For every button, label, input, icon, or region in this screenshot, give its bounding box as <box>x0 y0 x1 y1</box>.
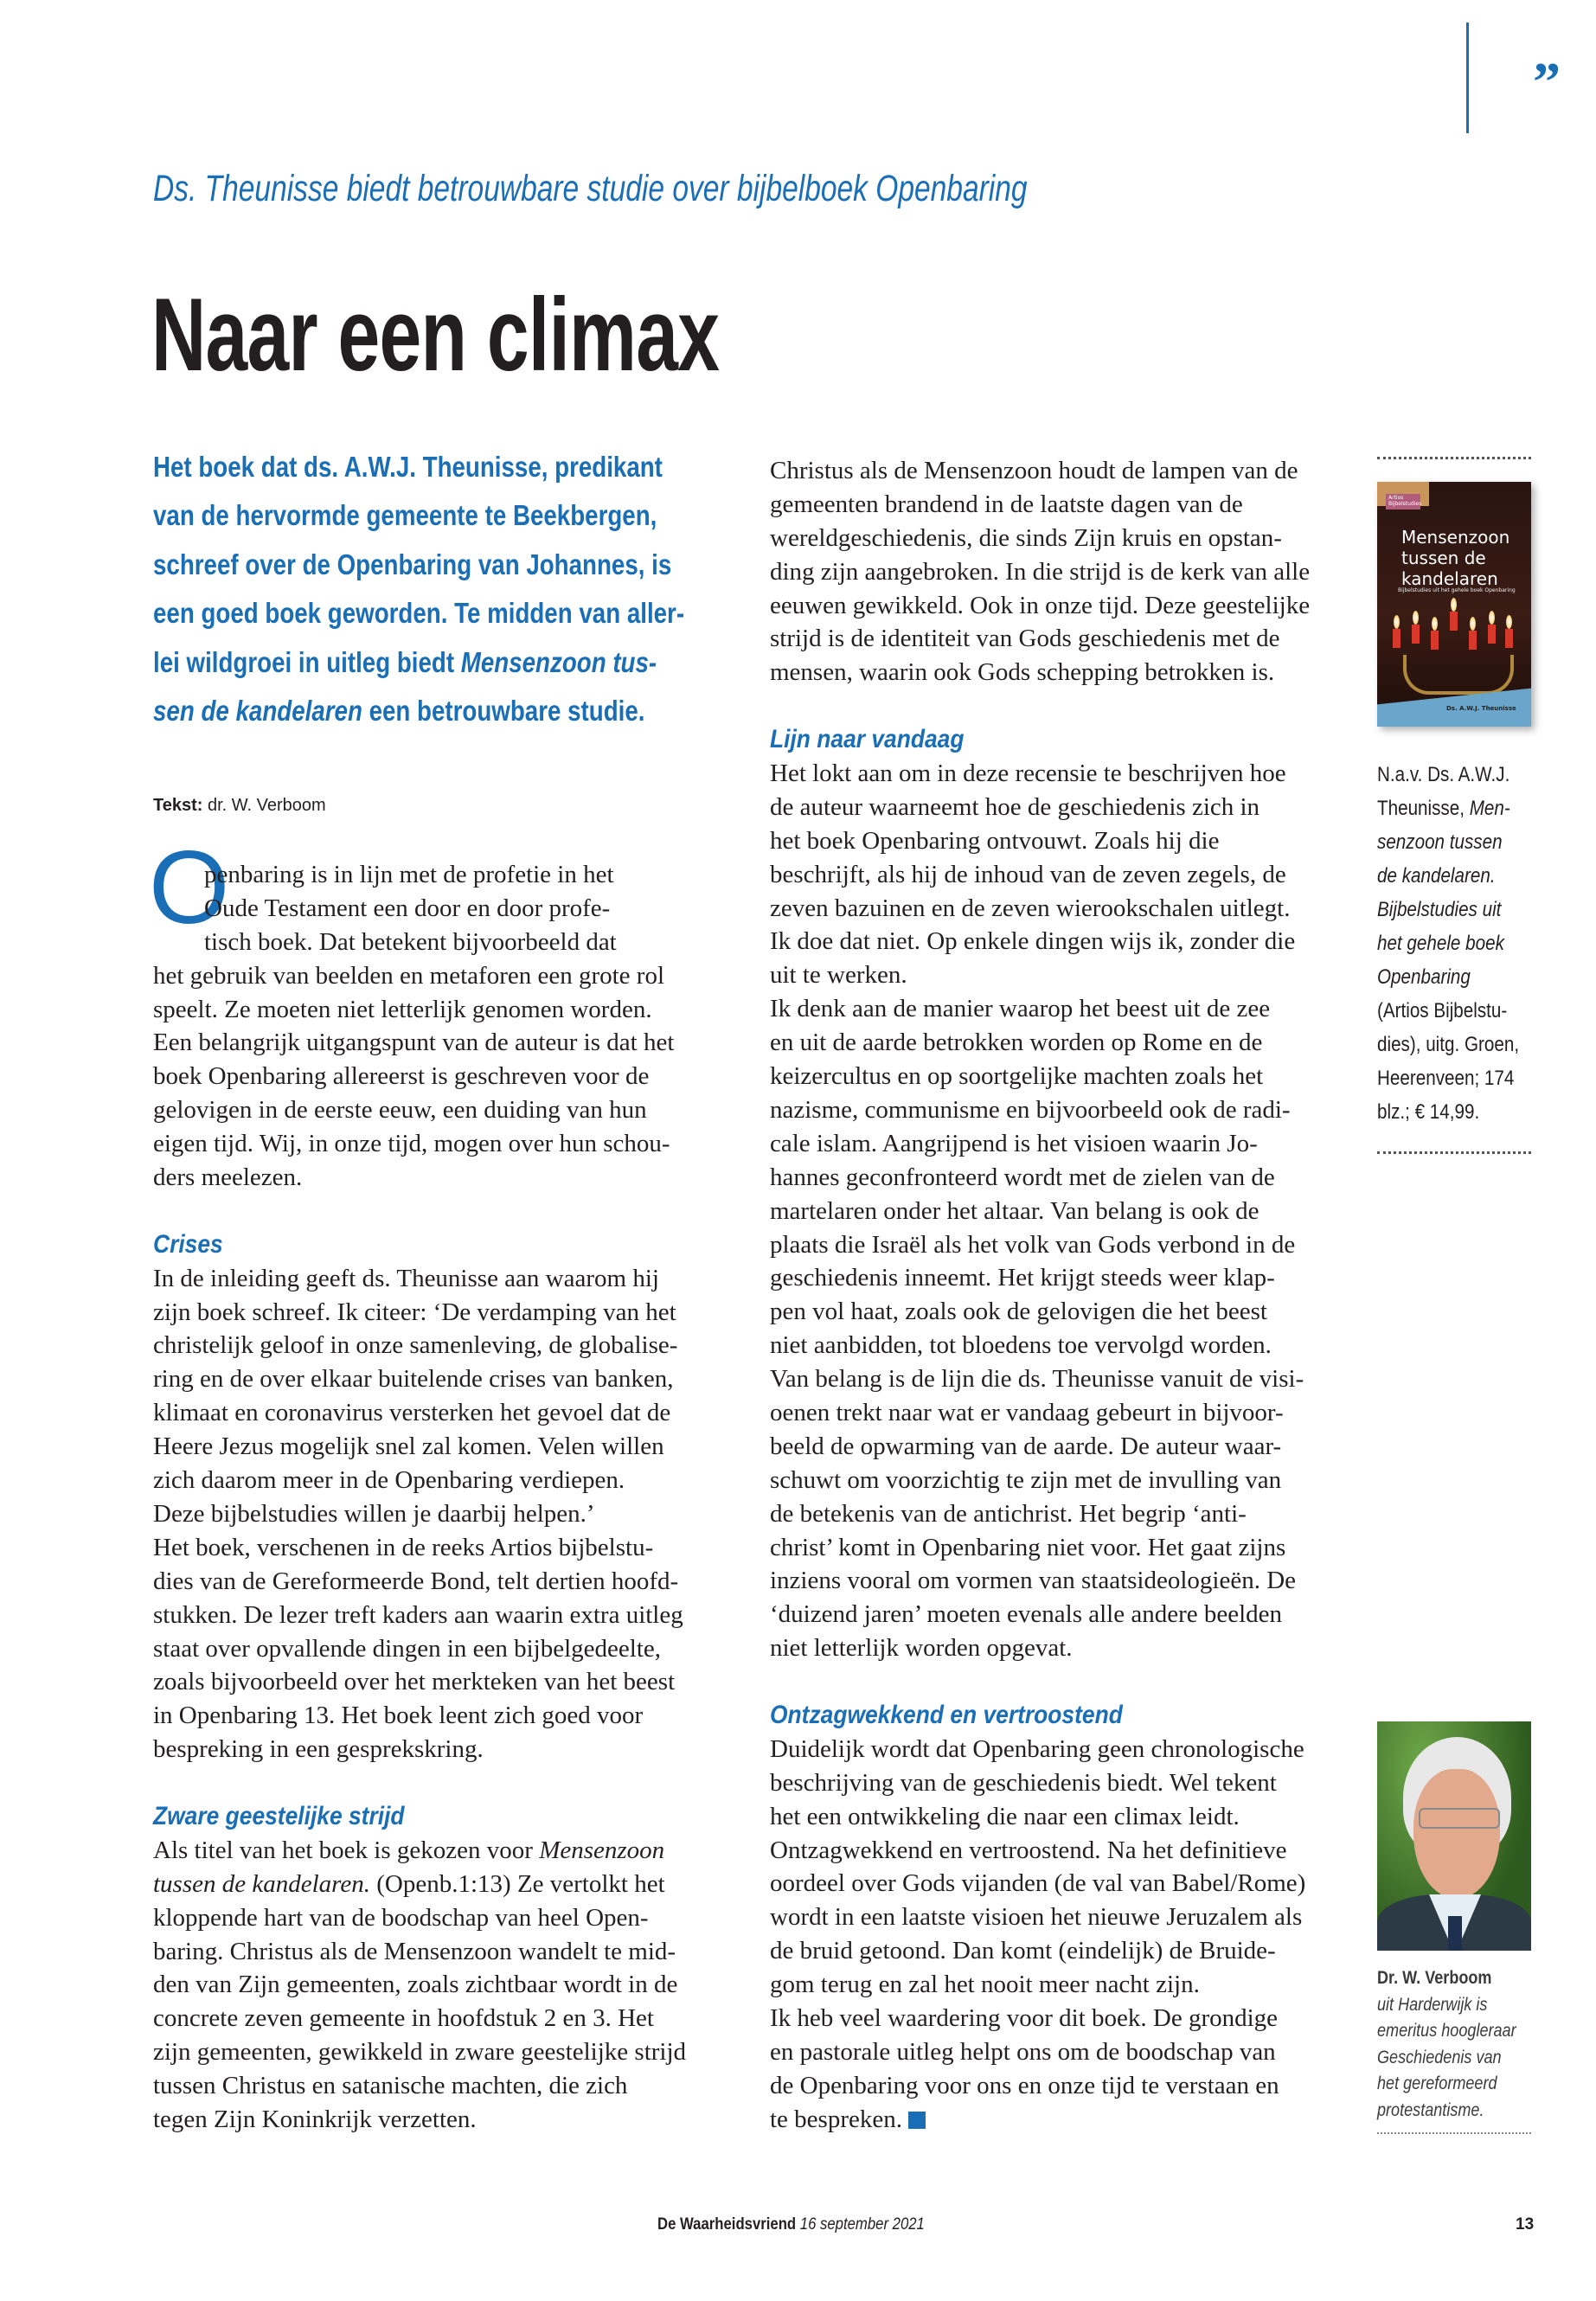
text-line: zijn gemeenten, gewikkeld in zware geestelijke strijd <box>153 2038 687 2067</box>
cover-subtitle: Bijbelstudies uit het gehele boek Openbaring <box>1398 587 1516 593</box>
text-segment: schreef over de Openbaring van Johannes, is <box>153 548 672 580</box>
italic-text: de kandelaren. <box>1377 864 1496 888</box>
book-caption <box>1377 758 1542 1129</box>
text-line <box>153 589 685 638</box>
italic-text: Men- <box>1469 797 1510 820</box>
text-line: beeld de opwarming van de aarde. De auteur waar- <box>770 1432 1282 1460</box>
text-segment: te bespreken. <box>770 2105 909 2133</box>
cover-title-line: tussen de <box>1401 548 1486 568</box>
text-line: de auteur waarneemt hoe de geschiedenis zich in <box>770 792 1260 821</box>
section-heading: Zware geestelijke strijd <box>153 1801 405 1830</box>
text-segment: Theunisse, <box>1377 797 1470 820</box>
text-line: klimaat en coronavirus versterken het gevoel dat de <box>153 1399 671 1427</box>
text-line: ring en de over elkaar buitelende crises van banken, <box>153 1365 674 1394</box>
author-caption <box>1377 1965 1550 2124</box>
photo-tie <box>1448 1916 1462 1951</box>
text-line: martelaren onder het altaar. Van belang is ook de <box>770 1196 1259 1225</box>
cover-title <box>1401 527 1509 589</box>
text-line: plaats die Israël als het volk van Gods verbond in de <box>770 1230 1296 1259</box>
text-line: zeven bazuinen en de zeven wierookschalen uitlegt. <box>770 894 1291 922</box>
italic-text: het gehele boek <box>1377 932 1504 955</box>
flame-icon <box>1451 598 1457 612</box>
text-line: het boek Openbaring ontvouwt. Zoals hij die <box>770 826 1220 855</box>
text-line: Ik heb veel waardering voor dit boek. De grondige <box>770 2004 1279 2032</box>
author-bio-line: uit Harderwijk is <box>1377 1994 1488 2015</box>
text-line: Oude Testament een door en door profe- <box>204 894 611 922</box>
text-line: de betekenis van de antichrist. Het begrip ‘anti- <box>770 1499 1247 1528</box>
candle-icon <box>1505 629 1513 648</box>
text-line <box>1377 859 1518 893</box>
italic-text: Mensenzoon tus- <box>460 645 657 678</box>
text-line: dies van de Gereformeerde Bond, telt dertien hoofd- <box>153 1567 679 1595</box>
text-line: baring. Christus als de Mensenzoon wandelt te mid- <box>153 1937 676 1965</box>
text-line <box>153 1834 728 1868</box>
text-line: ding zijn aangebroken. In die strijd is de kerk van alle <box>770 557 1311 586</box>
text-line <box>153 687 647 735</box>
text-line: staat over opvallende dingen in een bijbelgedeelte, <box>153 1634 662 1663</box>
section-heading: Crises <box>153 1229 223 1259</box>
text-segment: Het boek dat ds. A.W.J. Theunisse, predikant <box>153 451 663 483</box>
text-line <box>1377 758 1518 792</box>
left-column <box>153 858 728 2137</box>
text-line: uit te werken. <box>770 961 907 990</box>
text-line: eigen tijd. Wij, in onze tijd, mogen over hun schou- <box>153 1130 670 1158</box>
text-segment: N.a.v. Ds. A.W.J. <box>1377 763 1510 786</box>
text-line: In de inleiding geeft ds. Theunisse aan waarom hij <box>153 1264 659 1292</box>
text-line <box>153 443 663 491</box>
text-line: beschrijving van de geschiedenis biedt. Wel tekent <box>770 1768 1277 1797</box>
text-line <box>1377 1061 1518 1095</box>
text-line: de bruid getoond. Dan komt (eindelijk) de Bruide- <box>770 1937 1276 1965</box>
flame-icon <box>1413 611 1419 625</box>
text-line: eeuwen gewikkeld. Ook in onze tijd. Deze geestelijke <box>770 591 1311 619</box>
text-line: zijn boek schreef. Ik citeer: ‘De verdamping van het <box>153 1298 676 1326</box>
text-line: Christus als de Mensenzoon houdt de lampen van de <box>770 457 1298 484</box>
right-column <box>770 454 1341 2137</box>
text-line: Het boek, verschenen in de reeks Artios bijbelstu- <box>153 1533 654 1561</box>
page-number: 13 <box>1516 2215 1535 2234</box>
text-line: het een ontwikkeling die naar een climax leidt. <box>770 1802 1240 1830</box>
menorah-icon <box>1403 655 1514 695</box>
article-title: Naar een climax <box>151 277 720 393</box>
text-line: stukken. De lezer treft kaders aan waarin extra uitleg <box>153 1600 683 1629</box>
italic-text: Openbaring <box>1377 965 1471 989</box>
flame-icon <box>1506 615 1512 629</box>
text-line: strijd is de identiteit van Gods geschiedenis met de <box>770 625 1280 653</box>
candle-icon <box>1450 612 1458 631</box>
text-line: tussen Christus en satanische machten, die zich <box>153 2072 628 2100</box>
text-line: het gebruik van beelden en metaforen een grote rol <box>153 961 665 990</box>
text-line <box>1377 1095 1518 1129</box>
text-line <box>153 1868 728 1901</box>
text-segment: Heerenveen; 174 <box>1377 1067 1515 1090</box>
dotted-divider <box>1377 457 1531 459</box>
text-line: gelovigen in de eerste eeuw, een duiding van hun <box>153 1096 647 1125</box>
author-bio-line: emeritus hoogleraar <box>1377 2021 1516 2041</box>
author-bio-line: protestantisme. <box>1377 2099 1484 2120</box>
text-line: gom terug en zal het nooit meer nacht zijn. <box>770 1971 1200 1999</box>
text-line: de Openbaring voor ons en onze tijd te verstaan en <box>770 2071 1279 2099</box>
text-line: en pastorale uitleg helpt ons om de boodschap van <box>770 2037 1276 2066</box>
text-line: pen vol haat, zoals ook de gelovigen die het beest <box>770 1298 1267 1326</box>
text-line <box>153 638 657 687</box>
text-line: niet letterlijk worden opgevat. <box>770 1634 1073 1663</box>
candle-icon <box>1393 629 1401 648</box>
text-line: Duidelijk wordt dat Openbaring geen chronologische <box>770 1734 1304 1763</box>
text-line: Heere Jezus mogelijk snel zal komen. Velen willen <box>153 1433 664 1461</box>
text-segment: blz.; € 14,99. <box>1377 1100 1480 1124</box>
text-line <box>1377 1028 1518 1061</box>
candle-icon <box>1412 625 1420 644</box>
text-line: wereldgeschiedenis, die sinds Zijn kruis en opstan- <box>770 523 1282 552</box>
quote-mark-icon: ” <box>1533 51 1561 112</box>
text-line: Van belang is de lijn die ds. Theunisse vanuit de visi- <box>770 1365 1304 1394</box>
italic-text: Bijbelstudies uit <box>1377 898 1502 921</box>
text-segment: dies), uitg. Groen, <box>1377 1033 1520 1056</box>
text-line: Een belangrijk uitgangspunt van de auteur is dat het <box>153 1029 675 1057</box>
flame-icon <box>1432 617 1438 631</box>
drop-cap: O <box>149 830 230 945</box>
text-line: geschiedenis inneemt. Het krijgt steeds weer klap- <box>770 1264 1275 1292</box>
text-line: tegen Zijn Koninkrijk verzetten. <box>153 2105 477 2133</box>
text-line: Ik denk aan de manier waarop het beest uit de zee <box>770 995 1271 1023</box>
text-line <box>1377 926 1518 960</box>
text-line <box>1377 960 1518 994</box>
cover-series-badge: Artios Bijbelstudies <box>1386 494 1420 510</box>
flame-icon <box>1394 615 1400 629</box>
text-line: Het lokt aan om in deze recensie te beschrijven hoe <box>770 760 1286 788</box>
photo-face <box>1413 1769 1500 1899</box>
italic-text: senzoon tussen <box>1377 830 1503 854</box>
text-line: oenen trekt naar wat er vandaag gebeurt in bijvoor- <box>770 1398 1284 1426</box>
cover-title-line: kandelaren <box>1401 568 1498 589</box>
text-line: zoals bijvoorbeeld over het merkteken van het beest <box>153 1668 676 1696</box>
text-line: concrete zeven gemeente in hoofdstuk 2 en 3. Het <box>153 2004 654 2033</box>
text-line: penbaring is in lijn met de profetie in het <box>204 861 614 888</box>
text-line: kloppende hart van de boodschap van heel Open- <box>153 1903 649 1932</box>
text-line: Ontzagwekkend en vertroostend. Na het definitieve <box>770 1836 1287 1864</box>
italic-text: tussen de kandelaren. <box>153 1869 371 1898</box>
dotted-divider <box>1377 2132 1531 2134</box>
italic-text: sen de kandelaren <box>153 695 362 727</box>
text-line: gemeenten brandend in de laatste dagen van de <box>770 490 1243 518</box>
text-line: speelt. Ze moeten niet letterlijk genomen worden. <box>153 995 652 1023</box>
flame-icon <box>1489 611 1495 625</box>
text-line <box>770 2103 1341 2137</box>
publication-name: De Waarheidsvriend <box>657 2215 797 2234</box>
candle-icon <box>1431 631 1439 650</box>
text-line: niet aanbidden, tot bloedens toe vervolgd worden. <box>770 1331 1272 1360</box>
text-segment: lei wildgroei in uitleg biedt <box>153 645 461 678</box>
text-line: oordeel over Gods vijanden (de val van Babel/Rome) <box>770 1869 1306 1898</box>
candle-icon <box>1488 625 1496 644</box>
section-heading: Ontzagwekkend en vertroostend <box>770 1700 1123 1729</box>
byline <box>153 796 326 816</box>
text-line: den van Zijn gemeenten, zoals zichtbaar wordt in de <box>153 1971 678 1999</box>
text-line: tisch boek. Dat betekent bijvoorbeeld dat <box>204 927 617 956</box>
text-line: bespreking in een gesprekskring. <box>153 1735 484 1764</box>
text-segment: (Openb.1:13) Ze vertolkt het <box>370 1869 665 1898</box>
text-line <box>1377 825 1518 859</box>
footer-publication <box>657 2215 925 2234</box>
text-line: nazisme, communisme en bijvoorbeeld ook de radi- <box>770 1095 1291 1124</box>
text-line: ders meelezen. <box>153 1163 303 1192</box>
cover-author: Ds. A.W.J. Theunisse <box>1446 705 1516 712</box>
column-divider-line <box>1466 22 1469 133</box>
issue-date: 16 september 2021 <box>796 2215 925 2234</box>
text-line <box>1377 792 1518 825</box>
dotted-divider <box>1377 1151 1531 1154</box>
photo-glasses <box>1419 1808 1500 1829</box>
text-line: wordt in een laatste visioen het nieuwe Jeruzalem als <box>770 1903 1303 1932</box>
text-line: christ’ komt in Openbaring niet voor. Het gaat zijns <box>770 1533 1286 1561</box>
cover-title-line: Mensenzoon <box>1401 527 1510 548</box>
text-line: hannes geconfronteerd wordt met de zielen van de <box>770 1163 1275 1191</box>
italic-text: Mensenzoon <box>539 1836 665 1864</box>
text-line: zich daarom meer in de Openbaring verdiepen. <box>153 1466 625 1495</box>
text-line: keizercultus en op soortgelijke machten zoals het <box>770 1062 1264 1091</box>
text-segment: van de hervormde gemeente te Beekbergen, <box>153 499 657 532</box>
text-line <box>1377 893 1518 926</box>
section-heading: Lijn naar vandaag <box>770 725 965 754</box>
intro-lead <box>153 443 741 735</box>
text-line: Deze bijbelstudies willen je daarbij helpen.’ <box>153 1499 595 1528</box>
book-cover-image <box>1377 482 1531 727</box>
text-line: ‘duizend jaren’ moeten evenals alle andere beelden <box>770 1600 1283 1629</box>
author-bio-line: het gereformeerd <box>1377 2073 1497 2093</box>
text-line: Ik doe dat niet. Op enkele dingen wijs ik, zonder die <box>770 927 1296 956</box>
text-line: mensen, waarin ook Gods schepping betrokken is. <box>770 658 1275 687</box>
text-line: cale islam. Aangrijpend is het visioen waarin Jo- <box>770 1129 1258 1157</box>
text-segment: Als titel van het boek is gekozen voor <box>153 1836 540 1864</box>
author-name: Dr. W. Verboom <box>1377 1968 1492 1988</box>
text-segment: een goed boek geworden. Te midden van aller- <box>153 597 685 630</box>
text-line: christelijk geloof in onze samenleving, de globalise- <box>153 1331 678 1360</box>
text-segment: (Artios Bijbelstu- <box>1377 999 1508 1022</box>
text-line: in Openbaring 13. Het boek leent zich goed voor <box>153 1702 644 1730</box>
text-line: beschrijft, als hij de inhoud van de zeven zegels, de <box>770 860 1286 888</box>
article-kicker: Ds. Theunisse biedt betrouwbare studie over bijbelboek Openbaring <box>153 168 1028 209</box>
text-line: en uit de aarde betrokken worden op Rome en de <box>770 1029 1263 1057</box>
text-segment: een betrouwbare studie. <box>362 695 645 727</box>
text-line <box>153 541 672 589</box>
author-bio-line: Geschiedenis van <box>1377 2047 1502 2067</box>
author-photo <box>1377 1721 1531 1951</box>
text-line: schuwt om voorzichtig te zijn met de invulling van <box>770 1465 1282 1494</box>
candle-icon <box>1469 631 1477 650</box>
end-mark-icon <box>908 2112 926 2129</box>
flame-icon <box>1470 617 1476 631</box>
byline-label: Tekst: <box>153 796 203 815</box>
text-line <box>1377 994 1518 1028</box>
text-line: boek Openbaring allereerst is geschreven voor de <box>153 1062 650 1091</box>
text-line <box>153 491 657 540</box>
text-line: inziens vooral om vormen van staatsideologieën. De <box>770 1567 1297 1595</box>
byline-author: dr. W. Verboom <box>202 796 326 815</box>
